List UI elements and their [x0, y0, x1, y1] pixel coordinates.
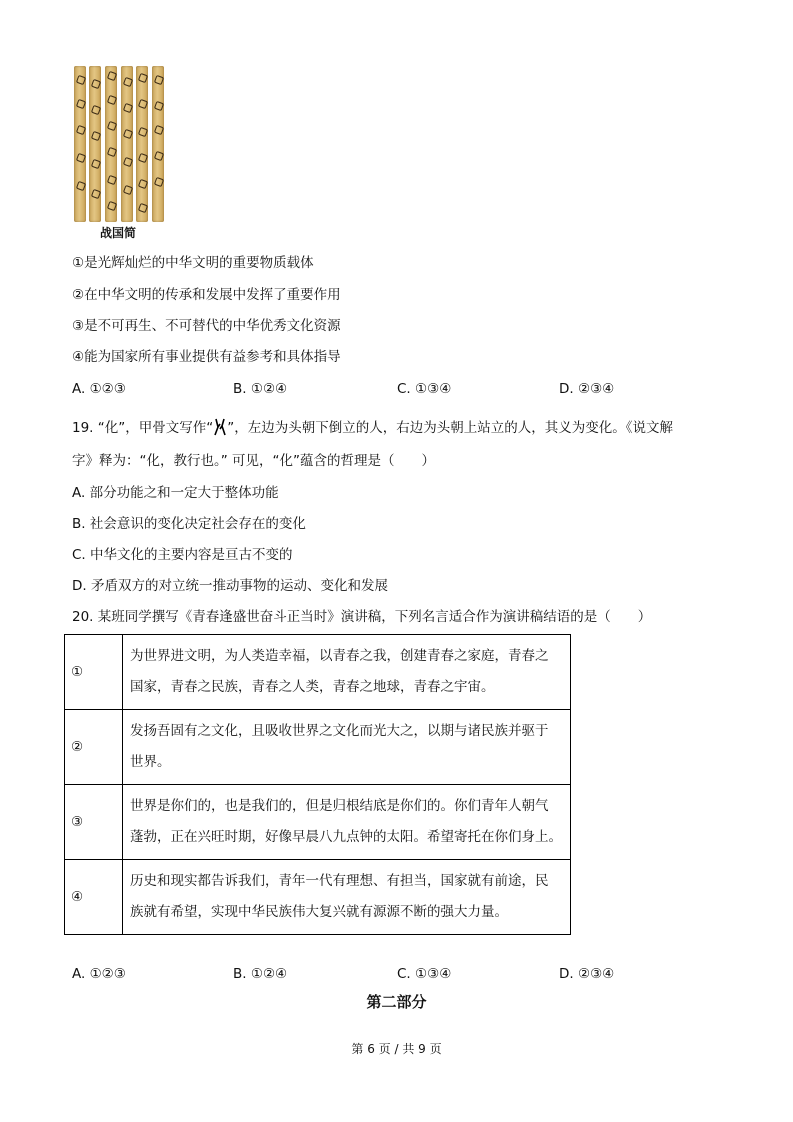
bamboo-strip	[74, 66, 86, 222]
q20-option-b: B. ①②④	[233, 966, 288, 982]
quote-line: 历史和现实都告诉我们，青年一代有理想、有担当，国家就有前途，民	[130, 873, 549, 889]
quote-line: 世界是你们的，也是我们的，但是归根结底是你们的。你们青年人朝气	[130, 798, 549, 814]
statement-1: ①是光辉灿烂的中华文明的重要物质载体	[72, 255, 314, 271]
table-row	[65, 860, 571, 935]
q19-stem-part2: ”，左边为头朝下倒立的人，右边为头朝上站立的人，其义为变化。《说文解	[227, 420, 673, 436]
q19-stem-line1	[72, 417, 673, 437]
bamboo-strip	[152, 66, 164, 222]
q19-option-d: D. 矛盾双方的对立统一推动事物的运动、变化和发展	[72, 578, 388, 594]
quote-number: ④	[65, 860, 123, 935]
statement-4: ④能为国家所有事业提供有益参考和具体指导	[72, 349, 341, 365]
q20-stem: 20. 某班同学撰写《青春逢盛世奋斗正当时》演讲稿，下列名言适合作为演讲稿结语的是（ ）	[72, 609, 652, 625]
bamboo-strip	[136, 66, 148, 222]
q19-stem-part1: 19. “化”，甲骨文写作“	[72, 420, 214, 436]
quote-number: ①	[65, 635, 123, 710]
q20-option-c: C. ①③④	[397, 966, 452, 982]
table-row	[65, 710, 571, 785]
quote-number: ②	[65, 710, 123, 785]
statement-2: ②在中华文明的传承和发展中发挥了重要作用	[72, 287, 341, 303]
table-row	[65, 635, 571, 710]
quote-line: 蓬勃，正在兴旺时期，好像早晨八九点钟的太阳。希望寄托在你们身上。	[130, 829, 562, 845]
quote-text	[123, 635, 571, 710]
bamboo-strip	[121, 66, 133, 222]
section-title: 第二部分	[366, 993, 427, 1011]
quote-line: 发扬吾固有之文化，且吸收世界之文化而光大之，以期与诸民族并驱于	[130, 723, 549, 739]
quote-line: 世界。	[130, 754, 171, 770]
q19-option-a: A. 部分功能之和一定大于整体功能	[72, 485, 279, 501]
q19-option-c: C. 中华文化的主要内容是亘古不变的	[72, 547, 293, 563]
quote-line: 国家，青春之民族，青春之人类，青春之地球，青春之宇宙。	[130, 679, 495, 695]
bamboo-strip	[89, 66, 101, 222]
q20-option-a: A. ①②③	[72, 966, 126, 982]
table-row	[65, 785, 571, 860]
q18-option-c: C. ①③④	[397, 381, 452, 397]
bamboo-strips-figure	[72, 66, 166, 222]
q18-option-b: B. ①②④	[233, 381, 288, 397]
quote-line: 族就有希望，实现中华民族伟大复兴就有源源不断的强大力量。	[130, 904, 508, 920]
oracle-bone-hua-icon	[213, 417, 227, 437]
q19-option-b: B. 社会意识的变化决定社会存在的变化	[72, 516, 306, 532]
statement-3: ③是不可再生、不可替代的中华优秀文化资源	[72, 318, 341, 334]
q18-option-d: D. ②③④	[559, 381, 615, 397]
q20-option-d: D. ②③④	[559, 966, 615, 982]
q18-option-a: A. ①②③	[72, 381, 126, 397]
quote-text	[123, 710, 571, 785]
quote-line: 为世界进文明，为人类造幸福，以青春之我，创建青春之家庭，青春之	[130, 648, 549, 664]
quote-number: ③	[65, 785, 123, 860]
figure-caption: 战国简	[100, 226, 137, 240]
bamboo-strip	[105, 66, 117, 222]
quote-text	[123, 860, 571, 935]
q19-stem-line2: 字》释为：“化，教行也。” 可见，“化”蕴含的哲理是（ ）	[72, 453, 436, 469]
quotes-table	[64, 634, 571, 935]
quote-text	[123, 785, 571, 860]
page-footer: 第 6 页 / 共 9 页	[351, 1042, 442, 1056]
